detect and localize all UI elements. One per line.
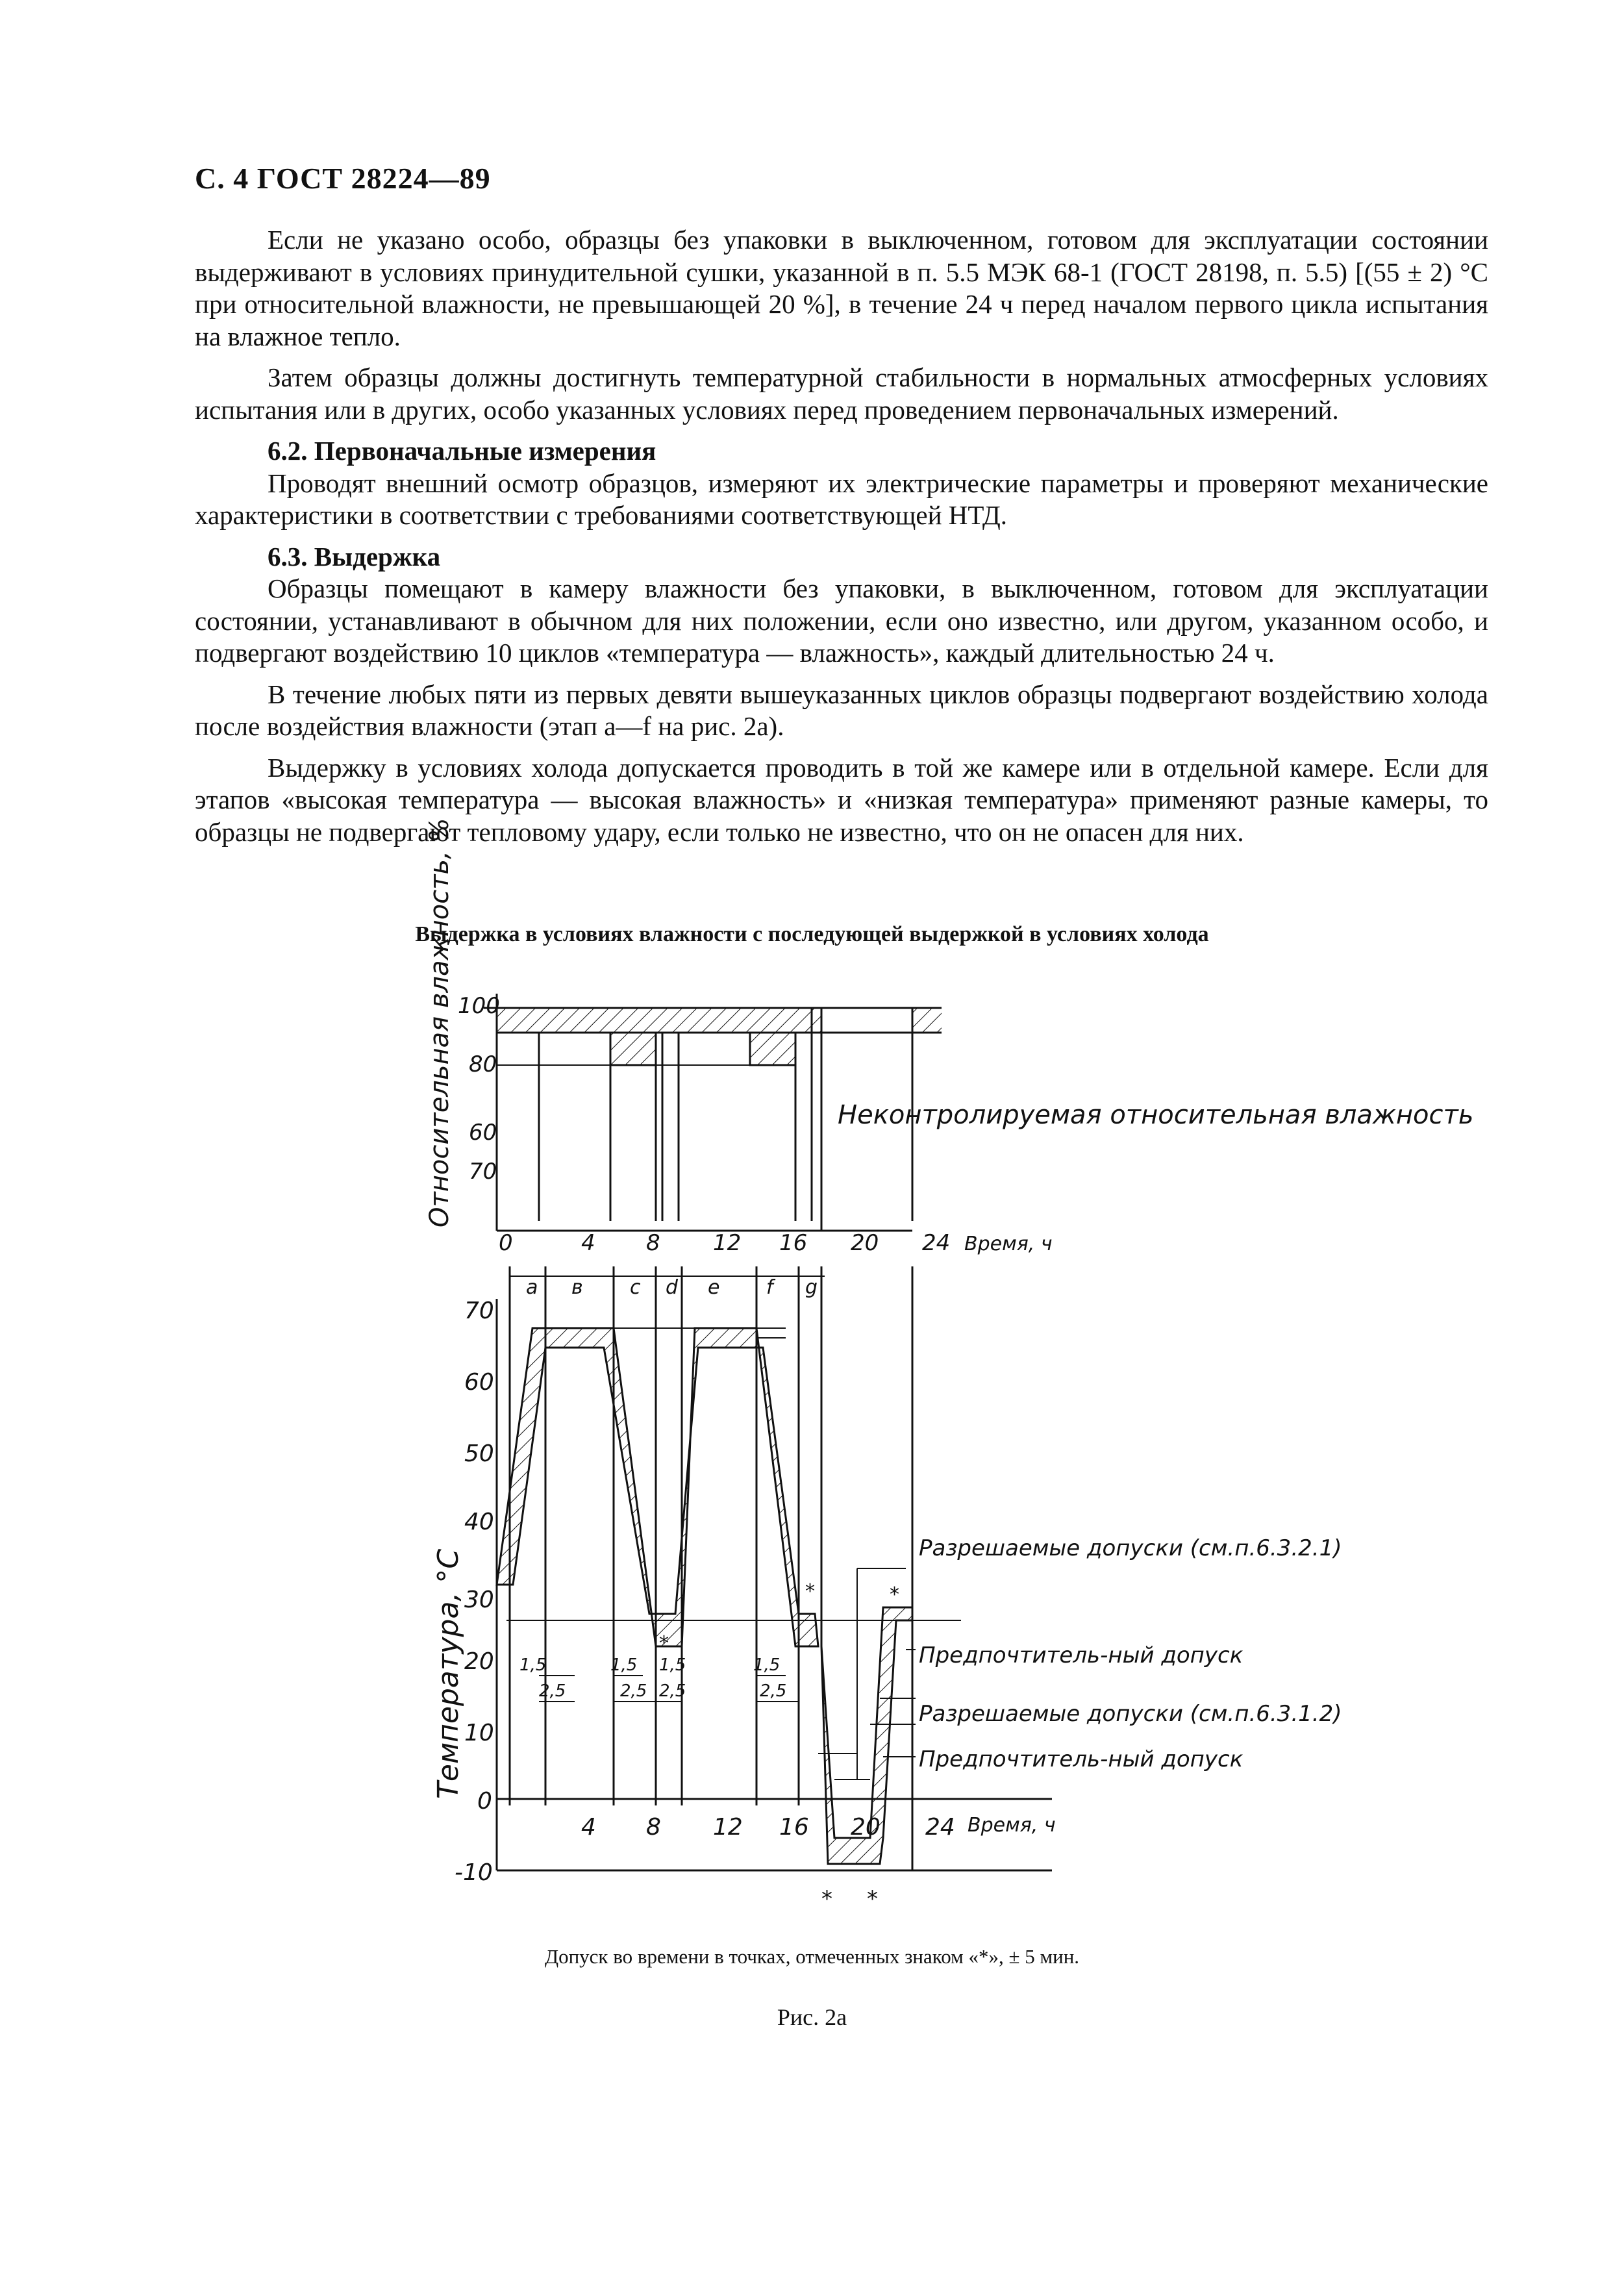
- stage-label: в: [571, 1276, 583, 1299]
- temperature-x-tick: 16: [779, 1814, 809, 1841]
- stage-label: a: [526, 1276, 538, 1299]
- temperature-x-tick: 24: [925, 1814, 955, 1841]
- asterisk-mark: *: [821, 1886, 832, 1912]
- temperature-y-tick: 50: [464, 1440, 494, 1467]
- annotation-preferred-tolerance-2: Предпочтитель-ный допуск: [919, 1746, 1243, 1772]
- humidity-x-tick: 12: [713, 1230, 742, 1256]
- figure-title: Выдержка в условиях влажности с последующей выдержкой в условиях холода: [415, 922, 1209, 946]
- temperature-y-tick: 60: [464, 1369, 494, 1396]
- annotation-permitted-tolerance-2: Разрешаемые допуски (см.п.6.3.1.2): [919, 1701, 1342, 1727]
- temperature-y-tick: 30: [464, 1587, 494, 1613]
- humidity-x-axis-label: Время, ч: [964, 1233, 1053, 1255]
- temperature-y-tick: 0: [477, 1788, 492, 1815]
- humidity-x-tick: 16: [779, 1230, 808, 1256]
- temperature-x-tick: 12: [713, 1814, 743, 1841]
- paragraph: Проводят внешний осмотр образцов, измеряют их электрические параметры и проверяют механические характеристики в соответствии с требованиями соответствующей НТД.: [195, 468, 1488, 530]
- humidity-y-tick: 60: [469, 1120, 497, 1146]
- section-heading: 6.2. Первоначальные измерения: [268, 436, 656, 466]
- asterisk-mark: *: [890, 1583, 899, 1606]
- temperature-x-tick: 8: [646, 1814, 661, 1841]
- humidity-annotation: Неконтролируемая относительная влажность: [838, 1100, 1474, 1130]
- humidity-dip-band: [750, 1033, 795, 1065]
- stage-label: f: [766, 1276, 773, 1299]
- asterisk-mark: *: [659, 1632, 669, 1655]
- temperature-y-tick: -10: [455, 1859, 493, 1886]
- temperature-x-tick: 4: [581, 1814, 596, 1841]
- tolerance-label: 1,5: [519, 1655, 547, 1675]
- humidity-dip-band: [610, 1033, 656, 1065]
- annotation-preferred-tolerance-1: Предпочтитель-ный допуск: [919, 1642, 1243, 1668]
- temperature-y-tick: 20: [464, 1648, 494, 1675]
- humidity-tick-labels: [425, 818, 1473, 1256]
- humidity-y-axis-label: Относительная влажность, %: [425, 818, 455, 1227]
- tolerance-label: 1,5: [659, 1655, 686, 1675]
- humidity-y-tick: 100: [458, 993, 500, 1019]
- humidity-x-tick: 0: [499, 1230, 513, 1256]
- tolerance-label: 2,5: [760, 1681, 787, 1701]
- temperature-y-tick: 10: [464, 1720, 494, 1746]
- stage-label: c: [630, 1276, 641, 1299]
- page-header: С. 4 ГОСТ 28224—89: [195, 162, 491, 195]
- temperature-y-tick: 70: [464, 1298, 494, 1324]
- temperature-chart: [497, 1266, 1052, 1870]
- humidity-tolerance-band: [497, 1008, 821, 1033]
- tolerance-label: 1,5: [753, 1655, 781, 1675]
- asterisk-mark: *: [805, 1580, 815, 1603]
- annotation-permitted-tolerance-1: Разрешаемые допуски (см.п.6.3.2.1): [919, 1535, 1342, 1561]
- humidity-x-tick: 4: [581, 1230, 595, 1256]
- humidity-x-tick: 24: [922, 1230, 951, 1256]
- tolerance-label: 2,5: [620, 1681, 647, 1701]
- tolerance-label: 2,5: [659, 1681, 686, 1701]
- tolerance-label: 2,5: [539, 1681, 566, 1701]
- humidity-tolerance-band: [912, 1008, 942, 1033]
- paragraph: Затем образцы должны достигнуть температурной стабильности в нормальных атмосферных условиях испытания или в других, особо указанных условиях перед проведением первоначальных измерений.: [195, 362, 1488, 425]
- temperature-y-axis-label: Температура, °С: [432, 1548, 465, 1799]
- section-heading: 6.3. Выдержка: [268, 541, 441, 572]
- temperature-tick-labels: [432, 1276, 1342, 1912]
- figure-caption: Допуск во времени в точках, отмеченных знаком «*», ± 5 мин.: [544, 1945, 1080, 1968]
- paragraph: Выдержку в условиях холода допускается проводить в той же камере или в отдельной камере. Если для этапов «высокая температура — высокая влажность» и «низкая температура» применяют разные камеры, то образцы не подвергают тепловому удару, если только не известно, что он не опасен для них.: [195, 752, 1488, 847]
- stage-label: g: [805, 1276, 818, 1299]
- humidity-x-tick: 8: [646, 1230, 660, 1256]
- figure-number: Рис. 2а: [777, 2004, 847, 2030]
- temperature-x-tick: 20: [851, 1814, 881, 1841]
- tolerance-label: 1,5: [610, 1655, 638, 1675]
- humidity-y-tick: 80: [469, 1051, 497, 1077]
- stage-label: d: [666, 1276, 679, 1299]
- paragraph: Если не указано особо, образцы без упаковки в выключенном, готовом для эксплуатации состоянии выдерживают в условиях принудительной сушки, указанной в п. 5.5 МЭК 68-1 (ГОСТ 28198, п. 5.5) [(55 ± 2) °С при относительной влажности, не превышающей 20 %], в течение 24 ч перед началом первого цикла испытания на влажное тепло.: [195, 225, 1488, 351]
- humidity-y-tick: 70: [469, 1159, 497, 1185]
- temperature-x-axis-label: Время, ч: [968, 1814, 1056, 1837]
- humidity-x-tick: 20: [851, 1230, 879, 1256]
- asterisk-mark: *: [867, 1886, 878, 1912]
- paragraph: В течение любых пяти из первых девяти вышеуказанных циклов образцы подвергают воздействию холода после воздействия влажности (этап a—f на рис. 2а).: [195, 679, 1488, 741]
- paragraph: Образцы помещают в камеру влажности без упаковки, в выключенном, готовом для эксплуатации состоянии, устанавливают в обычном для них положении, если оно известно, или другом, указанном особо, и подвергают воздействию 10 циклов «температура — влажность», каждый длительностью 24 ч.: [195, 573, 1488, 668]
- temperature-y-tick: 40: [464, 1509, 494, 1535]
- stage-label: e: [708, 1276, 720, 1299]
